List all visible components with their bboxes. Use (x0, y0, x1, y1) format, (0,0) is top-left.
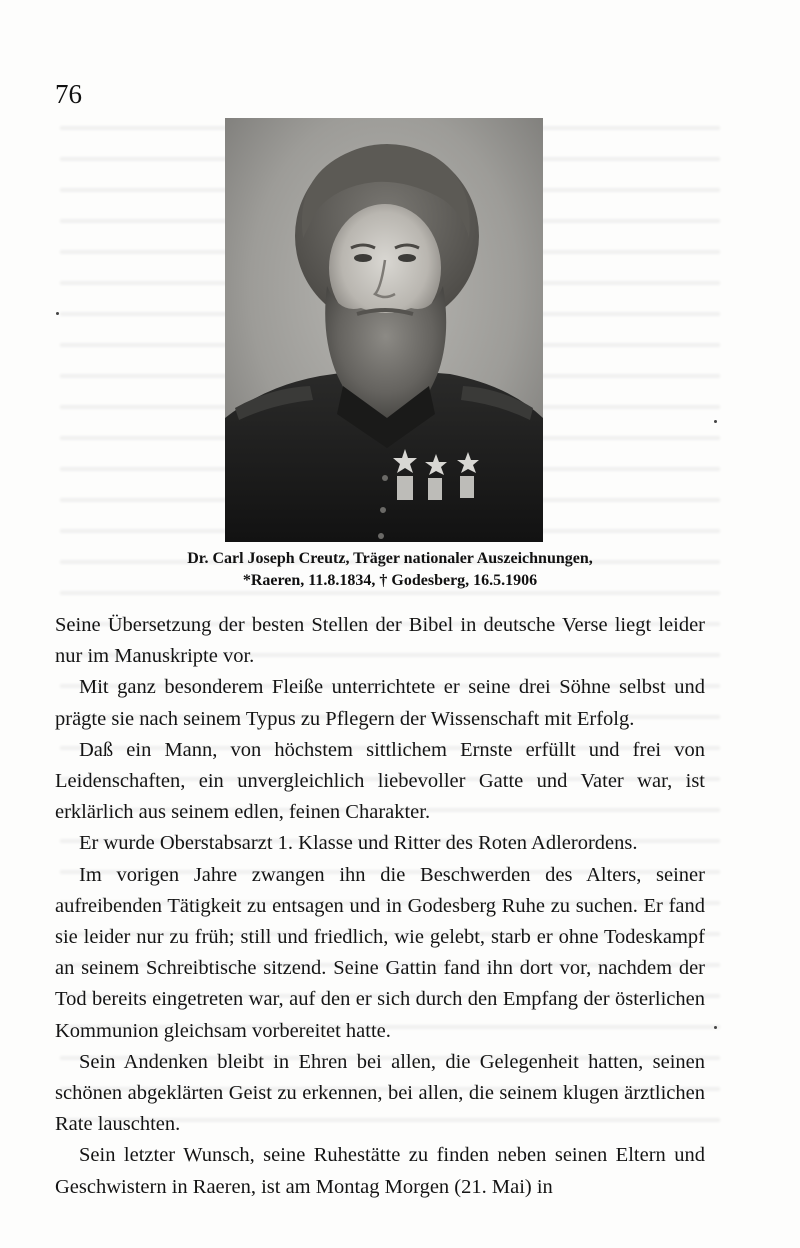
paragraph: Mit ganz besonderem Fleiße unterrichtete er seine drei Söhne selbst und prägte sie nach seinem Typus zu Pflegern der Wissenschaft mit Erfolg. (55, 676, 705, 730)
paragraph: Seine Übersetzung der besten Stellen der Bibel in deutsche Verse liegt leider nur im Manuskripte vor. (55, 614, 705, 668)
print-speck (714, 1026, 717, 1029)
portrait-photo (225, 118, 543, 542)
photo-caption (100, 548, 680, 592)
portrait-illustration (225, 118, 543, 542)
paragraph: Er wurde Oberstabsarzt 1. Klasse und Ritter des Roten Adlerordens. (79, 832, 638, 855)
page-number: 76 (55, 79, 82, 109)
paragraph: Sein Andenken bleibt in Ehren bei allen, die Gelegenheit hatten, seinen schönen abgeklärten Geist zu erkennen, bei allen, die seinem klugen ärztlichen Rate lauschten. (55, 1050, 705, 1136)
print-speck (56, 312, 59, 315)
print-speck (714, 420, 717, 423)
paragraph: Im vorigen Jahre zwangen ihn die Beschwerden des Alters, seiner aufreibenden Tätigkeit zu entsagen und in Godesberg Ruhe zu suchen. Er fand sie leider nur zu früh; still und friedlich, wie gelebt, starb er ohne Todeskampf an seinem Schreibtische sitzend. Seine Gattin fand ihn dort vor, nachdem der Tod bereits eingetreten war, auf den er sich durch den Empfang der österlichen Kommunion gleichsam vorbereitet hatte. (55, 863, 705, 1042)
paragraph: Daß ein Mann, von höchstem sittlichem Ernste erfüllt und frei von Leidenschaften, ein unvergleichlich liebevoller Gatte und Vater war, ist erklärlich aus seinem edlen, feinen Charakter. (55, 738, 705, 824)
caption-line-1: Dr. Carl Joseph Creutz, Träger nationaler Auszeichnungen, (187, 550, 593, 567)
caption-line-2: *Raeren, 11.8.1834, † Godesberg, 16.5.1906 (242, 572, 538, 589)
paragraph: Sein letzter Wunsch, seine Ruhestätte zu finden neben seinen Eltern und Geschwistern in Raeren, ist am Montag Morgen (21. Mai) in (55, 1144, 705, 1198)
body-text (55, 610, 705, 1203)
